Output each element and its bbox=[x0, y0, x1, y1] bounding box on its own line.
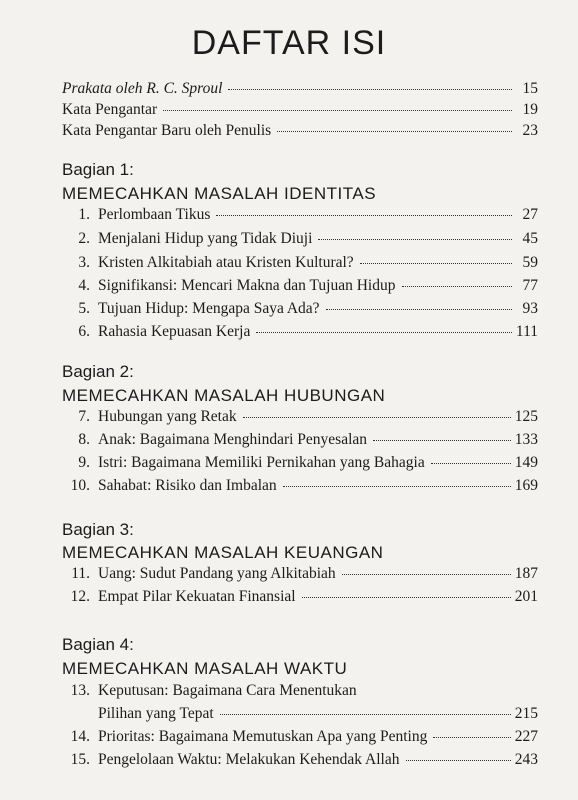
chapter-number: 11. bbox=[71, 565, 90, 582]
toc-chapter-2[interactable] bbox=[62, 230, 538, 248]
chapter-page: 111 bbox=[515, 323, 538, 340]
part-3-label: Bagian 3: bbox=[62, 520, 134, 539]
dot-leader bbox=[406, 760, 511, 761]
chapter-number: 6. bbox=[78, 323, 90, 340]
chapter-number: 1. bbox=[78, 206, 90, 223]
dot-leader bbox=[243, 417, 511, 418]
chapter-page: 187 bbox=[514, 565, 538, 582]
toc-chapter-4[interactable] bbox=[62, 277, 538, 295]
chapter-number: 12. bbox=[70, 588, 90, 605]
chapter-title: Hubungan yang Retak bbox=[98, 408, 237, 425]
chapter-title: Tujuan Hidup: Mengapa Saya Ada? bbox=[98, 300, 320, 317]
toc-chapter-10[interactable] bbox=[62, 477, 538, 495]
toc-chapter-7[interactable] bbox=[62, 408, 538, 426]
chapter-page: 243 bbox=[514, 751, 538, 768]
dot-leader bbox=[277, 131, 512, 132]
part-1-label: Bagian 1: bbox=[62, 160, 134, 179]
chapter-page: 27 bbox=[522, 206, 538, 223]
entry-title: Prakata oleh R. C. Sproul bbox=[62, 80, 223, 97]
chapter-page: 59 bbox=[522, 254, 538, 271]
chapter-page: 201 bbox=[514, 588, 538, 605]
chapter-page: 169 bbox=[514, 477, 538, 494]
toc-entry-kata-pengantar[interactable] bbox=[62, 101, 538, 119]
chapter-page: 125 bbox=[514, 408, 538, 425]
chapter-number: 14. bbox=[70, 728, 90, 745]
chapter-page: 93 bbox=[522, 300, 538, 317]
chapter-title: Prioritas: Bagaimana Memutuskan Apa yang Penting bbox=[98, 728, 428, 745]
dot-leader bbox=[216, 215, 512, 216]
toc-chapter-3[interactable] bbox=[62, 254, 538, 272]
toc-entry-kata-pengantar-baru[interactable] bbox=[62, 122, 538, 140]
chapter-number: 3. bbox=[78, 254, 90, 271]
part-4-label: Bagian 4: bbox=[62, 635, 134, 654]
chapter-number: 8. bbox=[78, 431, 90, 448]
part-1-heading: MEMECAHKAN MASALAH IDENTITAS bbox=[62, 184, 377, 203]
chapter-title: Istri: Bagaimana Memiliki Pernikahan yang Bahagia bbox=[98, 454, 425, 471]
chapter-title: Kristen Alkitabiah atau Kristen Kultural? bbox=[98, 254, 354, 271]
part-4-heading: MEMECAHKAN MASALAH WAKTU bbox=[62, 659, 348, 678]
dot-leader bbox=[228, 89, 512, 90]
chapter-title: Rahasia Kepuasan Kerja bbox=[98, 323, 251, 340]
dot-leader bbox=[342, 574, 511, 575]
dot-leader bbox=[360, 263, 512, 264]
toc-chapter-14[interactable] bbox=[62, 728, 538, 746]
part-2-heading: MEMECAHKAN MASALAH HUBUNGAN bbox=[62, 386, 386, 405]
chapter-title: Keputusan: Bagaimana Cara Menentukan bbox=[98, 682, 357, 699]
dot-leader bbox=[318, 239, 512, 240]
chapter-number: 5. bbox=[78, 300, 90, 317]
chapter-number: 13. bbox=[70, 682, 90, 699]
chapter-number: 9. bbox=[78, 454, 90, 471]
chapter-title: Empat Pilar Kekuatan Finansial bbox=[98, 588, 296, 605]
entry-page: 23 bbox=[522, 122, 538, 139]
chapter-page: 45 bbox=[522, 230, 538, 247]
chapter-title-continued: Pilihan yang Tepat bbox=[98, 705, 214, 722]
chapter-number: 4. bbox=[78, 277, 90, 294]
dot-leader bbox=[402, 286, 513, 287]
toc-chapter-6[interactable] bbox=[62, 323, 538, 341]
chapter-page: 215 bbox=[514, 705, 538, 722]
chapter-title: Pengelolaan Waktu: Melakukan Kehendak Allah bbox=[98, 751, 400, 768]
chapter-number: 15. bbox=[70, 751, 90, 768]
dot-leader bbox=[302, 597, 511, 598]
chapter-number: 10. bbox=[70, 477, 90, 494]
toc-chapter-13-line2[interactable] bbox=[98, 705, 538, 723]
part-3-heading: MEMECAHKAN MASALAH KEUANGAN bbox=[62, 543, 384, 562]
toc-chapter-8[interactable] bbox=[62, 431, 538, 449]
chapter-number: 7. bbox=[78, 408, 90, 425]
entry-page: 15 bbox=[522, 80, 538, 97]
toc-chapter-11[interactable] bbox=[62, 565, 538, 583]
chapter-title: Sahabat: Risiko dan Imbalan bbox=[98, 477, 277, 494]
toc-chapter-13-line1[interactable] bbox=[62, 682, 357, 700]
page-title: DAFTAR ISI bbox=[191, 24, 387, 62]
chapter-title: Anak: Bagaimana Menghindari Penyesalan bbox=[98, 431, 368, 448]
toc-entry-prakata[interactable] bbox=[62, 80, 538, 98]
chapter-page: 133 bbox=[514, 431, 538, 448]
toc-chapter-1[interactable] bbox=[62, 206, 538, 224]
dot-leader bbox=[431, 463, 511, 464]
dot-leader bbox=[433, 737, 510, 738]
dot-leader bbox=[373, 440, 511, 441]
chapter-page: 149 bbox=[514, 454, 538, 471]
chapter-page: 77 bbox=[522, 277, 538, 294]
toc-chapter-12[interactable] bbox=[62, 588, 538, 606]
entry-title: Kata Pengantar Baru oleh Penulis bbox=[62, 122, 272, 139]
dot-leader bbox=[326, 309, 512, 310]
part-2-label: Bagian 2: bbox=[62, 362, 134, 381]
entry-title: Kata Pengantar bbox=[62, 101, 158, 118]
entry-page: 19 bbox=[522, 101, 538, 118]
toc-chapter-9[interactable] bbox=[62, 454, 538, 472]
chapter-title: Uang: Sudut Pandang yang Alkitabiah bbox=[98, 565, 336, 582]
toc-chapter-5[interactable] bbox=[62, 300, 538, 318]
dot-leader bbox=[163, 110, 512, 111]
chapter-title: Perlombaan Tikus bbox=[98, 206, 211, 223]
dot-leader bbox=[220, 714, 511, 715]
dot-leader bbox=[283, 486, 511, 487]
dot-leader bbox=[256, 332, 512, 333]
chapter-number: 2. bbox=[78, 230, 90, 247]
chapter-page: 227 bbox=[514, 728, 538, 745]
chapter-title: Signifikansi: Mencari Makna dan Tujuan Hidup bbox=[98, 277, 396, 294]
toc-chapter-15[interactable] bbox=[62, 751, 538, 769]
chapter-title: Menjalani Hidup yang Tidak Diuji bbox=[98, 230, 313, 247]
